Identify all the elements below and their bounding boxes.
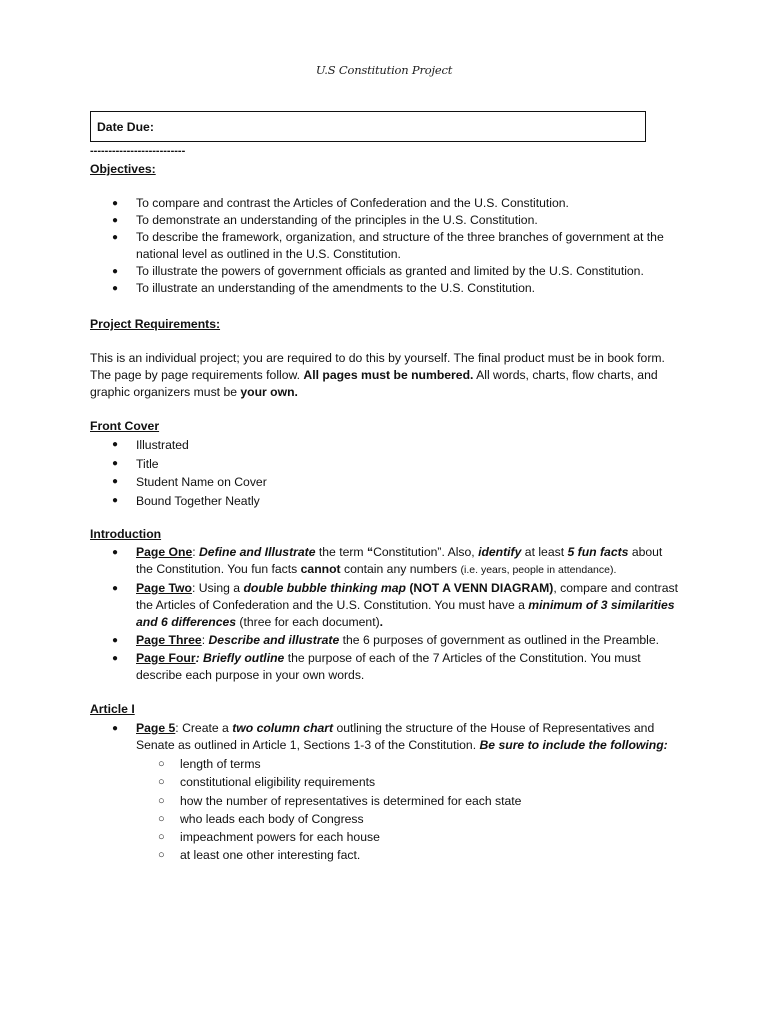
front-cover-list — [90, 436, 267, 510]
bullet-icon: ● — [112, 583, 119, 594]
bullet-icon: ● — [112, 476, 119, 487]
list-item: ● To compare and contrast the Articles of Confederation and the U.S. Constitution. — [112, 196, 569, 210]
page-title: U.S Constitution Project — [315, 63, 453, 77]
sub-list-item: ○ at least one other interesting fact. — [136, 846, 682, 864]
bullet-icon: ● — [112, 494, 119, 506]
dashed-separator: -------------------------- — [90, 145, 186, 157]
article-one-sublist — [136, 755, 682, 865]
circle-bullet-icon: ○ — [158, 812, 165, 825]
introduction-heading: Introduction — [90, 527, 162, 541]
date-due-label: Date Due: — [97, 120, 154, 134]
list-item: ● To demonstrate an understanding of the principles in the U.S. Constitution. — [112, 213, 538, 227]
bullet-icon: ● — [112, 547, 119, 558]
bullet-icon: ● — [112, 635, 119, 646]
circle-bullet-icon: ○ — [158, 794, 165, 807]
list-item: ● Bound Together Neatly — [90, 492, 267, 511]
sub-list-item: ○ who leads each body of Congress — [136, 810, 682, 828]
date-due-box — [90, 111, 646, 142]
sub-list-item: ○ how the number of representatives is determined for each state — [136, 792, 682, 810]
bullet-icon: ● — [112, 215, 119, 226]
front-cover-heading: Front Cover — [90, 419, 160, 433]
objectives-list — [90, 195, 680, 297]
bullet-icon: ● — [112, 439, 119, 450]
list-item-page-5: ● Page 5: Create a two column chart outlining the structure of the House of Representatives and Senate as outlined in Article 1, Sections 1-3 of the Constitution. Be sure to include the following: ○ length of terms ○ constitutional eligibility requirements ○ how the number of representatives is determined for each state ○ who leads each body of Congress ○ impeachment powers for each house ○ at least one other interesting fact. — [90, 720, 682, 865]
list-item-page-one: ● Page One: Define and Illustrate the term “Constitution”. Also, identify at least 5 fun facts about the Constitution. You fun facts cannot contain any numbers (i.e. years, people in attendance). — [112, 545, 663, 576]
list-item: ● Student Name on Cover — [90, 473, 267, 492]
list-item: ● To illustrate the powers of government officials as granted and limited by the U.S. Constitution. — [112, 264, 644, 278]
bullet-icon: ● — [112, 653, 119, 664]
circle-bullet-icon: ○ — [158, 831, 165, 844]
bullet-icon: ● — [112, 457, 119, 469]
list-item: ● Illustrated — [90, 436, 267, 455]
list-item: ● Title — [90, 455, 267, 474]
list-item: ● To describe the framework, organization, and structure of the three branches of government at the national level as outlined in the U.S. Constitution. — [112, 230, 664, 261]
objectives-heading: Objectives: — [90, 162, 156, 176]
bullet-icon: ● — [112, 723, 119, 734]
list-item-page-two: ● Page Two: Using a double bubble thinking map (NOT A VENN DIAGRAM), compare and contrast the Articles of Confederation and the U.S. Constitution. You must have a minimum of 3 similarities and 6 differences (three for each document). — [112, 581, 678, 629]
bullet-icon: ● — [112, 266, 119, 277]
article-one-heading: Article I — [90, 702, 135, 716]
circle-bullet-icon: ○ — [158, 758, 165, 770]
article-one-list — [90, 720, 682, 865]
requirements-text: This is an individual project; you are required to do this by yourself. The final product must be in book form. The page by page requirements follow. All pages must be numbered. All words, charts, flow charts, and graphic organizers must be your own. — [90, 351, 665, 399]
circle-bullet-icon: ○ — [158, 849, 165, 862]
introduction-list — [90, 544, 682, 684]
bullet-icon: ● — [112, 232, 119, 243]
requirements-heading: Project Requirements: — [90, 317, 221, 331]
sub-list-item: ○ impeachment powers for each house — [136, 828, 682, 846]
list-item-page-four: ● Page Four: Briefly outline the purpose of each of the 7 Articles of the Constitution. You must describe each purpose in your own words. — [112, 651, 641, 682]
list-item: ● To illustrate an understanding of the amendments to the U.S. Constitution. — [112, 281, 536, 295]
sub-list-item: ○ constitutional eligibility requirements — [136, 773, 682, 791]
list-item-page-three: ● Page Three: Describe and illustrate the 6 purposes of government as outlined in the Preamble. — [112, 633, 660, 647]
bullet-icon: ● — [112, 198, 119, 209]
sub-list-item: ○ length of terms — [136, 755, 682, 773]
bullet-icon: ● — [112, 283, 119, 294]
circle-bullet-icon: ○ — [158, 776, 165, 789]
